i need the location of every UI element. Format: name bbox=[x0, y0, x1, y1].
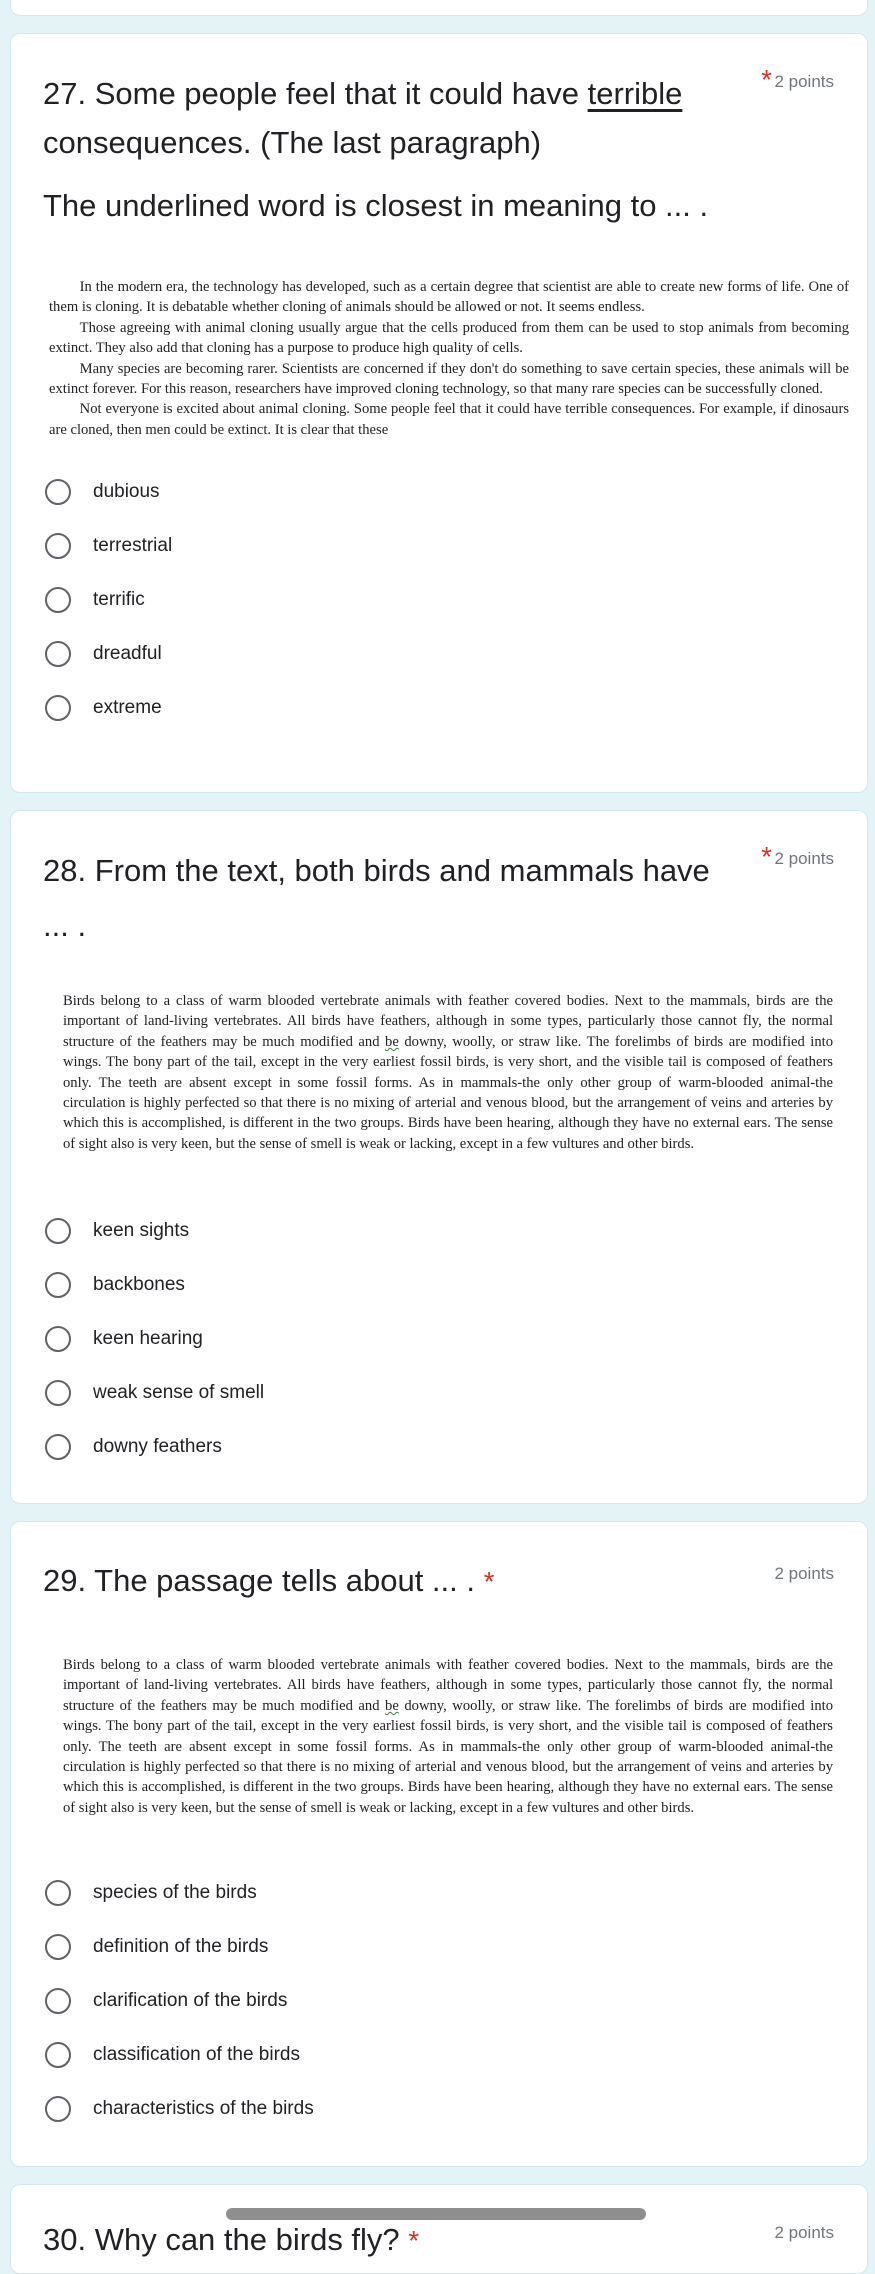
option-weak-sense-of-smell[interactable] bbox=[45, 1366, 264, 1420]
option-backbones[interactable] bbox=[45, 1258, 264, 1312]
points-text: 2 points bbox=[774, 849, 834, 868]
previous-question-card bbox=[10, 0, 868, 16]
radio-button[interactable] bbox=[45, 533, 71, 559]
option-label: species of the birds bbox=[93, 1882, 257, 1903]
option-dubious[interactable] bbox=[45, 465, 172, 519]
option-label: backbones bbox=[93, 1274, 185, 1295]
passage-text: downy, woolly, or straw like. The forelimbs of birds are modified into wings. The bony part of the tail, except in the very earliest fossil birds, is very short, and the visible tail is composed of feathers only. The teeth are absent except in some fossil forms. As in mammals-the only other group of warm-blooded animal-the circulation is highly perfected so that there is no mixing of arterial and venous blood, but the arrangement of veins and arteries by which this is accomplished, is different in the two groups. Birds have been hearing, although they have no external ears. The sense of sight also is very keen, but the sense of smell is weak or lacking, except in a few vultures and other birds. bbox=[63, 1033, 833, 1152]
radio-button[interactable] bbox=[45, 1326, 71, 1352]
radio-button[interactable] bbox=[45, 641, 71, 667]
radio-button[interactable] bbox=[45, 587, 71, 613]
radio-button[interactable] bbox=[45, 1380, 71, 1406]
option-label: keen hearing bbox=[93, 1328, 203, 1349]
option-label: terrestrial bbox=[93, 535, 173, 556]
option-species[interactable] bbox=[45, 1866, 314, 1920]
option-label: weak sense of smell bbox=[93, 1382, 265, 1403]
passage-paragraph bbox=[63, 991, 833, 1154]
option-label: downy feathers bbox=[93, 1436, 222, 1457]
passage-paragraph bbox=[63, 1655, 833, 1818]
option-downy-feathers[interactable] bbox=[45, 1420, 264, 1474]
question-title bbox=[43, 1556, 743, 1606]
points-text: 2 points bbox=[774, 2223, 834, 2242]
option-characteristics[interactable] bbox=[45, 2082, 314, 2136]
points-text: 2 points bbox=[774, 1564, 834, 1583]
option-label: clarification of the birds bbox=[93, 1990, 288, 2011]
underlined-word: terrible bbox=[587, 76, 683, 111]
option-keen-hearing[interactable] bbox=[45, 1312, 264, 1366]
option-label: keen sights bbox=[93, 1220, 190, 1241]
points-label bbox=[774, 2223, 834, 2243]
option-classification[interactable] bbox=[45, 2028, 314, 2082]
option-extreme[interactable] bbox=[45, 681, 172, 735]
points-label bbox=[774, 1564, 834, 1584]
option-label: characteristics of the birds bbox=[93, 2098, 314, 2119]
options-list bbox=[45, 1866, 314, 2136]
option-keen-sights[interactable] bbox=[45, 1204, 264, 1258]
option-label: dubious bbox=[93, 481, 160, 502]
passage-paragraph: In the modern era, the technology has developed, such as a certain degree that scientist are able to create new forms of life. One of them is cloning. It is debatable whether cloning of animals should be allowed or not. It seems endless. bbox=[49, 279, 849, 316]
passage-text: downy, woolly, or straw like. The forelimbs of birds are modified into wings. The bony part of the tail, except in the very earliest fossil birds, is very short, and the visible tail is composed of feathers only. The teeth are absent except in some fossil forms. As in mammals-the only other group of warm-blooded animal-the circulation is highly perfected so that there is no mixing of arterial and venous blood, but the arrangement of veins and arteries by which this is accomplished, is different in the two groups. Birds have been hearing, although they have no external ears. The sense of sight also is very keen, but the sense of smell is weak or lacking, except in a few vultures and other birds. bbox=[63, 1697, 833, 1816]
option-label: extreme bbox=[93, 697, 162, 718]
question-card-28 bbox=[10, 810, 868, 1504]
points-label bbox=[761, 64, 834, 95]
required-asterisk: * bbox=[483, 1566, 495, 1597]
option-label: terrific bbox=[93, 589, 145, 610]
options-list bbox=[45, 1204, 264, 1474]
question-card-30 bbox=[10, 2184, 868, 2274]
option-terrestrial[interactable] bbox=[45, 519, 172, 573]
radio-button[interactable] bbox=[45, 1218, 71, 1244]
option-label: definition of the birds bbox=[93, 1936, 269, 1957]
option-label: classification of the birds bbox=[93, 2044, 300, 2065]
spellcheck-word: be bbox=[385, 1033, 399, 1050]
passage-image bbox=[49, 277, 849, 438]
radio-button[interactable] bbox=[45, 2042, 71, 2068]
passage-text: Birds belong to a class of warm blooded vertebrate animals with feather covered bodies. Next to the mammals, birds are the important of land-living vertebrates. All birds have feathers, although in some types, particularly those cannot fly, the normal structure of the feathers may be much modified and bbox=[63, 993, 833, 1050]
horizontal-scrollbar[interactable] bbox=[226, 2208, 646, 2220]
required-asterisk: * bbox=[408, 2225, 420, 2256]
passage-paragraph: Many species are becoming rarer. Scientists are concerned if they don't do something to save certain species, these animals will be extinct forever. For this reason, researchers have improved cloning technology, so that many rare species can be successfully cloned. bbox=[49, 360, 849, 398]
radio-button[interactable] bbox=[45, 1934, 71, 1960]
question-subtitle: The underlined word is closest in meaning to ... . bbox=[43, 188, 709, 223]
question-title bbox=[43, 69, 743, 167]
question-title bbox=[43, 2215, 743, 2265]
points-label bbox=[761, 841, 834, 872]
passage-text: Birds belong to a class of warm blooded vertebrate animals with feather covered bodies. Next to the mammals, birds are the important of land-living vertebrates. All birds have feathers, although in some types, particularly those cannot fly, the normal structure of the feathers may be much modified and bbox=[63, 1657, 833, 1714]
passage-image bbox=[63, 1655, 833, 1855]
radio-button[interactable] bbox=[45, 1272, 71, 1298]
required-asterisk: * bbox=[761, 841, 772, 872]
radio-button[interactable] bbox=[45, 1880, 71, 1906]
required-asterisk: * bbox=[761, 64, 772, 95]
options-list bbox=[45, 465, 172, 735]
passage-image bbox=[63, 991, 833, 1191]
title-text: 27. Some people feel that it could have bbox=[43, 76, 588, 111]
radio-button[interactable] bbox=[45, 2096, 71, 2122]
radio-button[interactable] bbox=[45, 1434, 71, 1460]
option-clarification[interactable] bbox=[45, 1974, 314, 2028]
title-text: consequences. (The last paragraph) bbox=[43, 125, 542, 160]
points-text: 2 points bbox=[774, 72, 834, 91]
radio-button[interactable] bbox=[45, 1988, 71, 2014]
title-text: 30. Why can the birds fly? bbox=[43, 2222, 400, 2257]
title-text: 29. The passage tells about ... . bbox=[43, 1563, 475, 1598]
passage-paragraph: Those agreeing with animal cloning usually argue that the cells produced from them can be used to stop animals from becoming extinct. They also add that cloning has a purpose to produce high quality of cells. bbox=[49, 319, 849, 357]
passage-paragraph: Not everyone is excited about animal cloning. Some people feel that it could have terrible consequences. For example, if dinosaurs are cloned, then men could be extinct. It is clear that these bbox=[49, 401, 849, 438]
radio-button[interactable] bbox=[45, 479, 71, 505]
question-title: 28. From the text, both birds and mammals have ... . bbox=[43, 853, 710, 943]
radio-button[interactable] bbox=[45, 695, 71, 721]
option-dreadful[interactable] bbox=[45, 627, 172, 681]
option-label: dreadful bbox=[93, 643, 162, 664]
option-definition[interactable] bbox=[45, 1920, 314, 1974]
question-card-27 bbox=[10, 33, 868, 793]
option-terrific[interactable] bbox=[45, 573, 172, 627]
spellcheck-word: be bbox=[385, 1697, 399, 1714]
question-card-29 bbox=[10, 1521, 868, 2167]
